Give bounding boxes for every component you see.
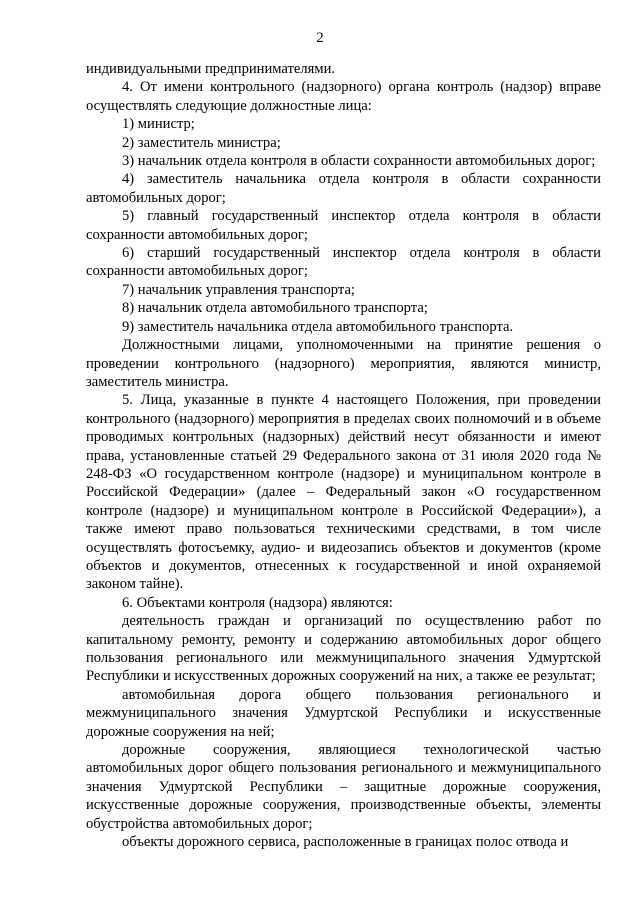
- paragraph-clause-6: 6. Объектами контроля (надзора) являются:: [122, 594, 393, 611]
- page-number: 2: [316, 30, 324, 46]
- paragraph-officials: Должностными лицами, уполномоченными на принятие решения о проведении контрольного (надзорного) мероприятия, являются министр, заместитель министра.: [86, 337, 601, 390]
- object-item-road-structures: дорожные сооружения, являющиеся технологической частью автомобильных дорог общего пользования регионального и межмуниципального значения Удмуртской Республики – защитные дорожные сооружения, искусственные дорожные сооружения, производственные объекты, элементы обустройства автомобильных дорог;: [86, 742, 601, 832]
- list-item-8: 8) начальник отдела автомобильного транспорта;: [122, 300, 428, 317]
- document-body: [86, 60, 601, 851]
- paragraph-clause-5: 5. Лица, указанные в пункте 4 настоящего Положения, при проведении контрольного (надзорного) мероприятия в пределах своих полномочий и в объеме проводимых контрольных (надзорных) действий несут обязанности и имеют права, установленные статьей 29 Федерального закона от 31 июля 2020 года № 248-ФЗ «О государственном контроле (надзоре) и муниципальном контроле в Российской Федерации» (далее – Федеральный закон «О государственном контроле (надзоре) и муниципальном контроле в Российской Федерации»), а также имеют право пользоваться техническими средствами, в том числе осуществлять фотосъемку, аудио- и видеозапись объектов и документов (кроме объектов и документов, отнесенных к государственной и иной охраняемой законом тайне).: [86, 392, 601, 593]
- list-item-9: 9) заместитель начальника отдела автомобильного транспорта.: [122, 318, 514, 335]
- object-item-activity: деятельность граждан и организаций по осуществлению работ по капитальному ремонту, ремонту и содержанию автомобильных дорог общего пользования регионального или межмуниципального значения Удмуртской Республики и искусственных дорожных сооружений на них, а также ее результат;: [86, 613, 601, 685]
- list-item-7: 7) начальник управления транспорта;: [122, 281, 355, 298]
- list-item-4: 4) заместитель начальника отдела контроля в области сохранности автомобильных дорог;: [86, 171, 601, 206]
- list-item-5: 5) главный государственный инспектор отдела контроля в области сохранности автомобильных дорог;: [86, 208, 601, 243]
- list-item-3: 3) начальник отдела контроля в области сохранности автомобильных дорог;: [122, 153, 596, 170]
- paragraph-continuation: индивидуальными предпринимателями.: [86, 61, 336, 77]
- list-item-6: 6) старший государственный инспектор отдела контроля в области сохранности автомобильных дорог;: [86, 245, 601, 280]
- object-item-road-service: объекты дорожного сервиса, расположенные в границах полос отвода и: [122, 834, 569, 851]
- object-item-road: автомобильная дорога общего пользования регионального и межмуниципального значения Удмуртской Республики и искусственные дорожные сооружения на ней;: [86, 686, 601, 740]
- list-item-1: 1) министр;: [122, 116, 195, 133]
- list-item-2: 2) заместитель министра;: [122, 134, 281, 151]
- paragraph-clause-4: 4. От имени контрольного (надзорного) органа контроль (надзор) вправе осуществлять следующие должностные лица:: [86, 79, 601, 114]
